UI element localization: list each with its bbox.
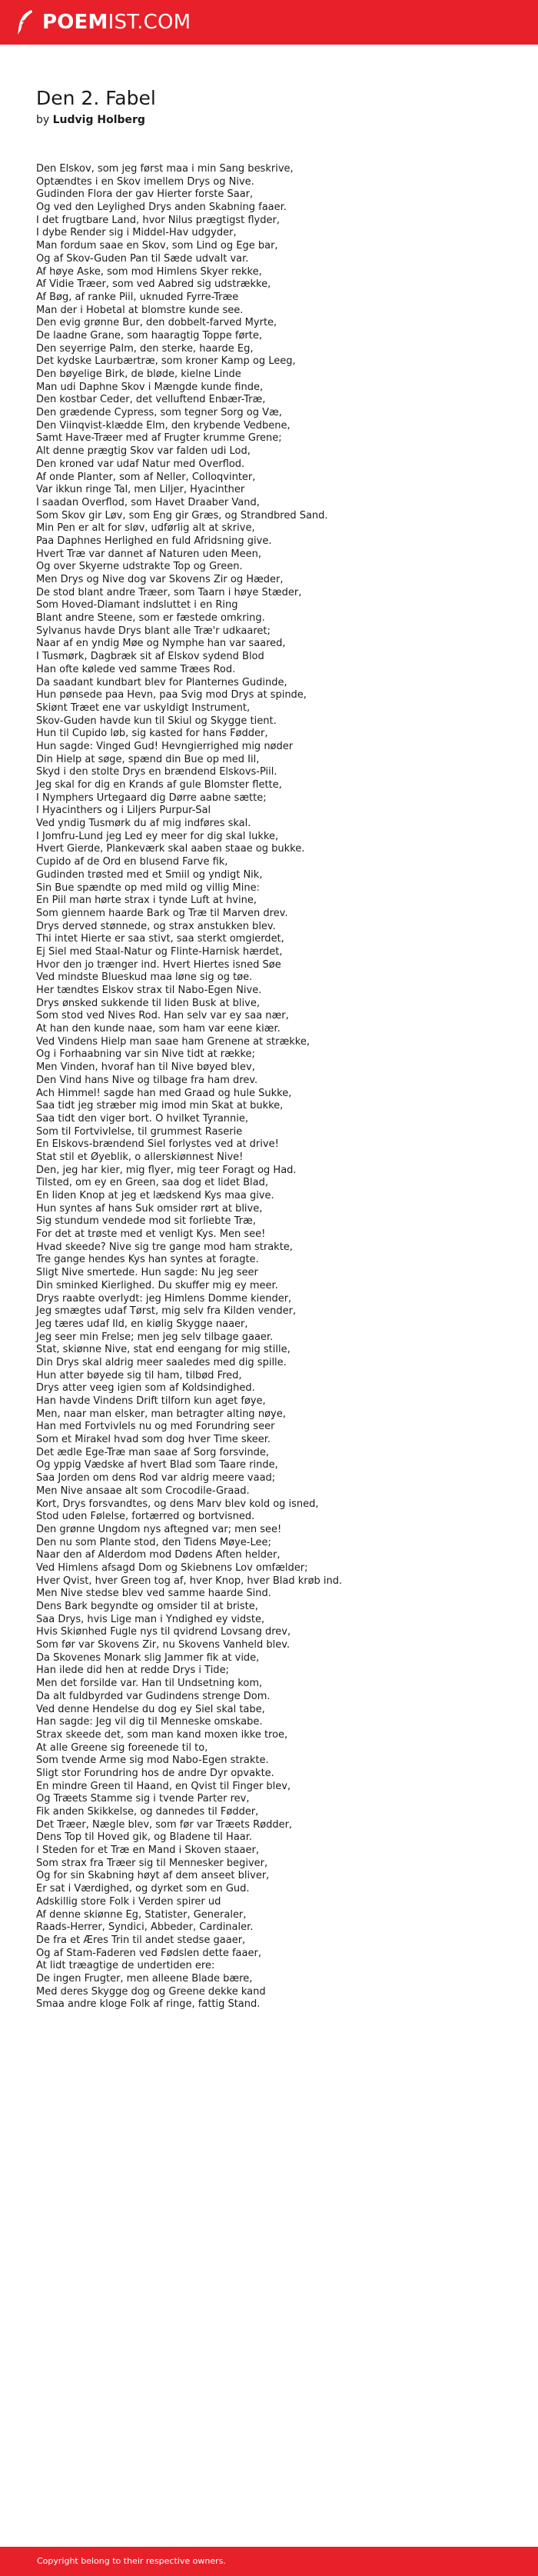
poem-line: De fra et Æres Trin til andet stedse gaaer, <box>36 1934 246 1946</box>
poem-line: Paa Daphnes Herlighed en fuld Afridsning give. <box>36 535 272 547</box>
poem-line: Og yppig Vædske af hvert Blad som Taare rinde, <box>36 1459 278 1471</box>
poem-line: Skiønt Træet ene var uskyldigt Instrument, <box>36 701 251 714</box>
footer <box>0 2547 538 2576</box>
poem-line: Ved denne Hendelse du dog ey Siel skal tabe, <box>36 1703 265 1715</box>
poem-line: Da saadant kundbart blev for Planternes Gudinde, <box>36 676 287 688</box>
poem-line: Hvert Træ var dannet af Naturen uden Meen, <box>36 548 261 560</box>
poem-line: Tilsted, om ey en Green, saa dog et lidet Blad, <box>36 1177 268 1189</box>
byline <box>36 112 145 128</box>
poem-line: Din Drys skal aldrig meer saaledes med dig spille. <box>36 1356 287 1368</box>
poem-line: Og Træets Stamme sig i tvende Parter rev, <box>36 1793 250 1805</box>
poem-line: Jeg seer min Frelse; men jeg selv tilbage gaaer. <box>36 1331 274 1343</box>
poem-line: Han ilede did hen at redde Drys i Tide; <box>36 1665 229 1677</box>
poem-line: Men Vinden, hvoraf han til Nive bøyed blev, <box>36 1061 255 1074</box>
poem-line: I dybe Render sig i Middel-Hav udgyder, <box>36 227 237 239</box>
poem-line: Som til Fortvivlelse, til grummest Raserie <box>36 1125 243 1138</box>
poem-line: Skyd i den stolte Drys en brændend Elskovs-Piil. <box>36 766 277 778</box>
poem-line: Den Vind hans Nive og tilbage fra ham drev. <box>36 1074 258 1086</box>
poem-line: Han havde Vindens Drift tilforn kun aget føye, <box>36 1395 266 1407</box>
poem-line: Den seyerrige Palm, den sterke, haarde Eg, <box>36 342 254 355</box>
poem-line: Og af Stam-Faderen ved Fødslen dette faaer, <box>36 1947 261 1959</box>
poem-line: En liden Knop at jeg et lædskend Kys maa give. <box>36 1190 274 1201</box>
poem-line: Sligt Nive smertede. Hun sagde: Nu jeg seer <box>36 1267 258 1279</box>
poem-line: Optændtes i en Skov imellem Drys og Nive. <box>36 175 254 188</box>
poem-line: Man der i Hobetal at blomstre kunde see. <box>36 304 244 316</box>
poem-line: Men Nive ansaae alt som Crocodile-Graad. <box>36 1485 250 1497</box>
poem-line: I Tusmørk, Dagbræk sit af Elskov sydend Blod <box>36 651 264 663</box>
poem-line: Som strax fra Træer sig til Mennesker begiver, <box>36 1857 268 1869</box>
poem-line: I Jomfru-Lund jeg Led ey meer for dig skal lukke, <box>36 830 279 842</box>
poem-line: Af Vidie Træer, som ved Aabred sig udstrække, <box>36 278 271 291</box>
poem-line: Gudinden Flora der gav Hierter forste Saar, <box>36 188 254 201</box>
poem-line: Ved Himlens afsagd Dom og Skiebnens Lov omfælder; <box>36 1561 308 1574</box>
poem-line: Naar den af Alderdom mod Dødens Aften helder, <box>36 1549 281 1561</box>
poem-line: Men Drys og Nive dog var Skovens Zir og Hæder, <box>36 574 284 585</box>
poem-line: Den kroned var udaf Natur med Overflod. <box>36 458 245 470</box>
poem-line: Drys raabte overlydt: jeg Himlens Domme kiender, <box>36 1292 292 1305</box>
poem-line: Den Viinqvist-klædde Elm, den krybende Vedbene, <box>36 419 291 432</box>
poem-line: At han den kunde naae, som ham var eene kiær. <box>36 1023 281 1035</box>
poem-line: Det Træer, Nægle blev, som før var Træets Rødder, <box>36 1818 293 1831</box>
poem-line: Adskillig store Folk i Verden spirer ud <box>36 1895 221 1908</box>
poem-line: Dens Bark begyndte og omsider til at briste, <box>36 1601 258 1612</box>
poem-line: Han ofte kølede ved samme Træes Rod. <box>36 663 236 675</box>
poem-line: Men det forsilde var. Han til Undsetning kom, <box>36 1678 263 1690</box>
poem-line: Ved Vindens Hielp man saae ham Grenene at strække, <box>36 1035 310 1048</box>
poem-line: Da alt fuldbyrded var Gudindens strenge Dom. <box>36 1690 271 1702</box>
poem-line: Smaa andre kloge Folk af ringe, fattig Stand. <box>36 1998 261 2011</box>
poem-line: Og af Skov-Guden Pan til Sæde udvalt var. <box>36 252 249 265</box>
poem-line: Stod uden Følelse, fortærred og bortvisned. <box>36 1511 255 1523</box>
poem-line: Naar af en yndig Møe og Nymphe han var saared, <box>36 638 286 650</box>
poem-line: Sin Bue spændte op med mild og villig Mine: <box>36 881 260 894</box>
logo-bold: POEM <box>42 11 108 34</box>
poem-line: Sligt stor Forundring hos de andre Dyr opvakte. <box>36 1767 274 1779</box>
poem-line: Men, naar man elsker, man betragter alting nøye, <box>36 1408 286 1420</box>
poem-line: Fik anden Skikkelse, og dannedes til Fødder, <box>36 1806 259 1818</box>
poem-line: Jeg skal for dig en Krands af gule Blomster flette, <box>36 779 282 791</box>
poem-line: Hvad skeede? Nive sig tre gange mod ham strakte, <box>36 1241 293 1253</box>
poem-line: Er sat i Værdighed, og dyrket som en Gud. <box>36 1883 250 1895</box>
poem-line: Men Nive stedse blev ved samme haarde Sind. <box>36 1588 271 1600</box>
poem-line: Drys derved stønnede, og strax anstukken blev. <box>36 920 276 932</box>
poem-line: Stat stil et Øyeblik, o allerskiønnest Nive! <box>36 1151 244 1163</box>
poem-line: Cupido af de Ord en blusend Farve fik, <box>36 856 228 868</box>
poem-line: For det at trøste med et venligt Kys. Men see! <box>36 1228 266 1241</box>
poem-line: Ach Himmel! sagde han med Graad og hule Sukke, <box>36 1087 292 1099</box>
poem-line: Samt Have-Træer med af Frugter krumme Grene; <box>36 432 282 445</box>
poem-line: Det ædle Ege-Træ man saae af Sorg forsvinde, <box>36 1446 270 1458</box>
poem-line: Af høye Aske, som mod Himlens Skyer rekke, <box>36 265 262 278</box>
poem-line: Af denne skiønne Eg, Statister, Generaler, <box>36 1908 247 1921</box>
poem-line: Det kydske Laurbærtræ, som kroner Kamp og Leeg, <box>36 355 296 368</box>
poem-line: Man udi Daphne Skov i Mængde kunde finde, <box>36 381 264 393</box>
poem-line: Ej Siel med Staal-Natur og Flinte-Harnisk hærdet, <box>36 945 283 958</box>
poem-line: Og ved den Leylighed Drys anden Skabning faaer. <box>36 202 287 214</box>
poem-line: De laadne Grane, som haaragtig Toppe førte, <box>36 329 262 342</box>
poem-title: Den 2. Fabel <box>36 87 156 109</box>
poem-line: Som tvende Arme sig mod Nabo-Egen strakte. <box>36 1755 269 1767</box>
poem-line: Som Skov gir Løv, som Eng gir Græs, og Strandbred Sand. <box>36 509 328 522</box>
poem-line: Af onde Planter, som af Neller, Colloqvinter, <box>36 471 256 483</box>
poem-line: Saa tidt den viger bort. O hvilket Tyrannie, <box>36 1112 249 1125</box>
author-link[interactable]: Ludvig Holberg <box>52 114 145 126</box>
poem-line: Sig stundum vendede mod sit forliebte Træ, <box>36 1215 256 1228</box>
quill-icon <box>15 9 35 35</box>
poem-line: Gudinden trøsted med et Smiil og yndigt Nik, <box>36 868 263 881</box>
logo-wordmark <box>42 9 191 35</box>
poem-line: Saa Jorden om dens Rod var aldrig meere vaad; <box>36 1472 276 1485</box>
logo-light: IST.COM <box>108 11 191 34</box>
poem-line: Som stod ved Nives Rod. Han selv var ey saa nær, <box>36 1010 289 1022</box>
poem-line: Og i Forhaabning var sin Nive tidt at række; <box>36 1048 255 1061</box>
poem-line: At lidt træagtige de undertiden ere: <box>36 1960 215 1972</box>
poem-line: Stat, skiønne Nive, stat end eengang for mig stille, <box>36 1344 291 1356</box>
poem-body <box>36 163 513 2011</box>
poem-line: Min Pen er alt for sløv, udførlig alt at skrive, <box>36 522 255 535</box>
poem-line: Din Hielp at søge, spænd din Bue op med Iil, <box>36 753 260 765</box>
poem-line: I det frugtbare Land, hvor Nilus prægtigst flyder, <box>36 214 280 226</box>
poem-line: Hver Qvist, hver Green tog af, hver Knop, hver Blad krøb ind. <box>36 1575 343 1587</box>
poem-line: Alt denne prægtig Skov var falden udi Lod, <box>36 445 251 458</box>
poem-line: Jeg smægtes udaf Tørst, mig selv fra Kilden vender, <box>36 1305 297 1318</box>
poem-line: De ingen Frugter, men alleene Blade bære, <box>36 1972 253 1984</box>
by-label: by <box>36 114 50 126</box>
poem-line: Drys ønsked sukkende til liden Busk at blive, <box>36 997 260 1009</box>
poem-line: Ved yndig Tusmørk du af mig indføres skal. <box>36 818 251 830</box>
poem-line: Blant andre Steene, som er fæstede omkring. <box>36 612 265 625</box>
poem-line: Da Skovenes Monark slig Jammer fik at vide, <box>36 1651 260 1664</box>
poem-line: Den kostbar Ceder, det velluftend Enbær-Træ, <box>36 394 266 406</box>
poem-line: I saadan Overflod, som Havet Draaber Vand, <box>36 496 260 508</box>
poem-line: Kort, Drys forsvandtes, og dens Marv blev kold og isned, <box>36 1498 319 1510</box>
poem-line: I Hyacinthers og i Liljers Purpur-Sal <box>36 805 211 817</box>
poem-line: Hvor den jo trænger ind. Hvert Hiertes isned Søe <box>36 958 281 971</box>
site-logo[interactable] <box>15 9 191 35</box>
poem-line: Han sagde: Jeg vil dig til Menneske omskabe. <box>36 1716 263 1728</box>
poem-line: Han med Fortvivlels nu og med Forundring seer <box>36 1421 275 1433</box>
copyright-text: Copyright belong to their respective owners. <box>37 2556 226 2566</box>
poem-line: Saa Drys, hvis Lige man i Yndighed ey vidste, <box>36 1613 265 1625</box>
poem-line: I Nymphers Urtegaard dig Dørre aabne sætte; <box>36 791 267 804</box>
poem-line: Din sminked Kierlighed. Du skuffer mig ey meer. <box>36 1279 278 1291</box>
poem-line: Med deres Skygge dog og Greene dekke kand <box>36 1985 266 1998</box>
poem-line: Tre gange hendes Kys han syntes at foragte. <box>36 1254 259 1266</box>
poem-line: Som giennem haarde Bark og Træ til Marven drev. <box>36 907 288 919</box>
poem-line: Og over Skyerne udstrakte Top og Green. <box>36 561 243 573</box>
poem-line: Den, jeg har kier, mig flyer, mig teer Foragt og Had. <box>36 1164 297 1176</box>
poem-line: En Elskovs-brændend Siel forlystes ved at drive! <box>36 1138 279 1151</box>
poem-line: De stod blant andre Træer, som Taarn i høye Stæder, <box>36 586 302 598</box>
poem-line: Hun sagde: Vinged Gud! Hevngierrighed mig nøder <box>36 740 294 752</box>
poem-line: Hvert Gierde, Plankeværk skal aaben staae og bukke. <box>36 843 305 855</box>
poem-line: Hvis Skiønhed Fugle nys til qvidrend Lovsang drev, <box>36 1626 291 1638</box>
poem-line: Den grønne Ungdom nys aftegned var; men see! <box>36 1523 282 1535</box>
poem-line: Den bøyelige Birk, de bløde, kielne Linde <box>36 368 241 380</box>
poem-line: Var ikkun ringe Tal, men Liljer, Hyacinther <box>36 484 245 496</box>
poem-line: Jeg tæres udaf Ild, en kiølig Skygge naaer, <box>36 1318 248 1330</box>
poem-line: Strax skeede det, som man kand moxen ikke troe, <box>36 1728 288 1741</box>
poem-line: Hun atter bøyede sig til ham, tilbød Fred, <box>36 1369 242 1381</box>
poem-line: Den grædende Cypress, som tegner Sorg og Væ, <box>36 407 282 419</box>
poem-line: En Piil man hørte strax i tynde Luft at hvine, <box>36 895 257 907</box>
top-bar <box>0 0 538 45</box>
poem-line: En mindre Green til Haand, en Qvist til Finger blev, <box>36 1780 291 1792</box>
poem-line: Som et Mirakel hvad som dog hver Time skeer. <box>36 1434 271 1446</box>
poem-line: Som før var Skovens Zir, nu Skovens Vanheld blev. <box>36 1639 291 1651</box>
poem-line: Thi intet Hierte er saa stivt, saa sterkt omgierdet, <box>36 933 284 945</box>
poem-line: I Steden for et Træ en Mand i Skoven staaer, <box>36 1845 259 1857</box>
poem-line: Hun til Cupido løb, sig kasted for hans Fødder, <box>36 728 268 740</box>
poem-line: Her tændtes Elskov strax til Nabo-Egen Nive. <box>36 985 262 996</box>
poem-line: Den evig grønne Bur, den dobbelt-farved Myrte, <box>36 317 277 329</box>
poem-line: Drys atter veeg igien som af Koldsindighed. <box>36 1382 255 1395</box>
poem-line: Den Elskov, som jeg først maa i min Sang beskrive, <box>36 163 294 175</box>
poem-line: At alle Greene sig foreenede til to, <box>36 1741 208 1754</box>
poem-line: Man fordum saae en Skov, som Lind og Ege bar, <box>36 240 278 252</box>
poem-line: Den nu som Plante stod, den Tidens Møye-Lee; <box>36 1536 271 1548</box>
poem-line: Sylvanus havde Drys blant alle Træ'r udkaaret; <box>36 625 271 637</box>
poem-line: Som Hoved-Diamant indsluttet i en Ring <box>36 599 238 612</box>
poem-line: Ved mindste Blueskud maa løne sig og tøe. <box>36 971 253 984</box>
poem-line: Og for sin Skabning høyt af dem anseet bliver, <box>36 1870 270 1882</box>
poem-line: Saa tidt jeg stræber mig imod min Skat at bukke, <box>36 1100 284 1112</box>
poem-line: Af Bøg, af ranke Piil, uknuded Fyrre-Træe <box>36 291 239 303</box>
poem-line: Hun pønsede paa Hevn, paa Svig mod Drys at spinde, <box>36 689 307 701</box>
poem-line: Raads-Herrer, Syndici, Abbeder, Cardinaler. <box>36 1921 254 1934</box>
poem-line: Dens Top til Hoved gik, og Bladene til Haar. <box>36 1831 253 1844</box>
poem-line: Hun syntes af hans Suk omsider rørt at blive, <box>36 1202 263 1215</box>
poem-line: Skov-Guden havde kun til Skiul og Skygge tient. <box>36 715 277 727</box>
